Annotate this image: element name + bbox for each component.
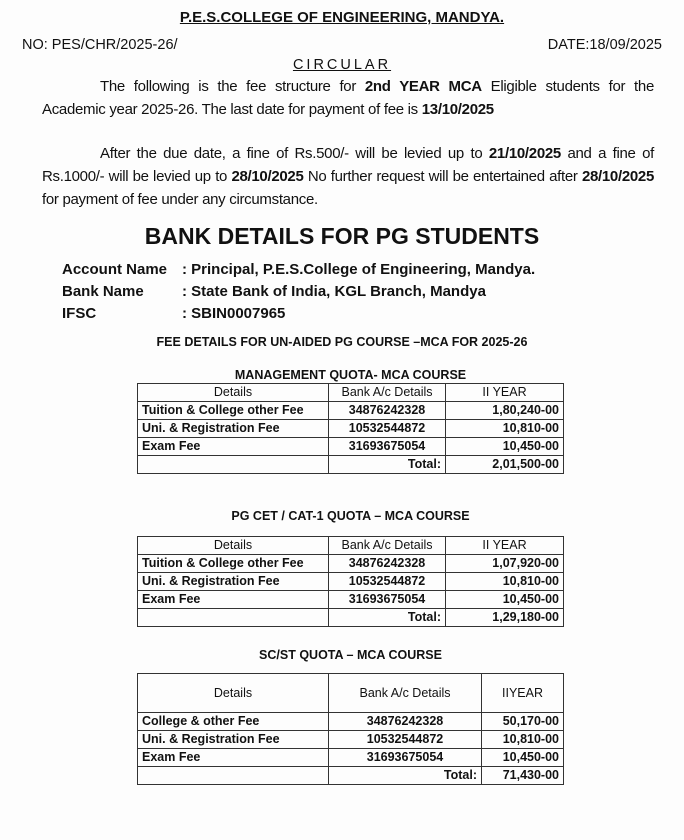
table-header-row bbox=[138, 674, 564, 713]
fee-detail: Tuition & College other Fee bbox=[138, 555, 329, 573]
header-bank-ac: Bank A/c Details bbox=[329, 384, 446, 402]
bank-account: 31693675054 bbox=[329, 591, 446, 609]
fee-detail: Exam Fee bbox=[138, 591, 329, 609]
fee-amount: 10,810-00 bbox=[482, 731, 564, 749]
pgcet-quota-table bbox=[137, 536, 564, 627]
bank-account: 31693675054 bbox=[329, 438, 446, 456]
table-row bbox=[138, 402, 564, 420]
fee-detail: Exam Fee bbox=[138, 438, 329, 456]
fee-detail: Tuition & College other Fee bbox=[138, 402, 329, 420]
scst-quota-table bbox=[137, 673, 564, 785]
table-row bbox=[138, 749, 564, 767]
header-bank-ac: Bank A/c Details bbox=[329, 537, 446, 555]
table-row bbox=[138, 591, 564, 609]
fee-amount: 1,80,240-00 bbox=[446, 402, 564, 420]
bank-name-row: Bank Name : State Bank of India, KGL Branch, Mandya bbox=[62, 283, 486, 300]
bank-account: 31693675054 bbox=[329, 749, 482, 767]
fee-amount: 10,810-00 bbox=[446, 573, 564, 591]
header-details: Details bbox=[138, 384, 329, 402]
fine-paragraph: After the due date, a fine of Rs.500/- will be levied up to 21/10/2025 and a fine of Rs.1000/- will be levied up to 28/10/2025 No further request will be entertained after 28/10/2025 for payment of fee under any circumstance. bbox=[42, 145, 655, 208]
fee-detail: Exam Fee bbox=[138, 749, 329, 767]
circular-date: DATE:18/09/2025 bbox=[547, 37, 662, 53]
fee-amount: 10,450-00 bbox=[446, 438, 564, 456]
table-row bbox=[138, 573, 564, 591]
fee-detail: Uni. & Registration Fee bbox=[138, 573, 329, 591]
header-year: IIYEAR bbox=[482, 674, 564, 713]
bank-account: 10532544872 bbox=[329, 420, 446, 438]
header-year: II YEAR bbox=[446, 384, 564, 402]
scst-quota-caption: SC/ST QUOTA – MCA COURSE bbox=[259, 648, 442, 662]
total-amount: 1,29,180-00 bbox=[446, 609, 564, 627]
table-row bbox=[138, 713, 564, 731]
bank-account: 10532544872 bbox=[329, 731, 482, 749]
total-amount: 2,01,500-00 bbox=[446, 456, 564, 474]
bank-details-heading: BANK DETAILS FOR PG STUDENTS bbox=[144, 223, 540, 249]
header-details: Details bbox=[138, 674, 329, 713]
account-name-row: Account Name : Principal, P.E.S.College of Engineering, Mandya. bbox=[62, 261, 536, 278]
empty-cell bbox=[138, 767, 329, 785]
fee-details-heading: FEE DETAILS FOR UN-AIDED PG COURSE –MCA FOR 2025-26 bbox=[156, 335, 528, 349]
fee-amount: 10,450-00 bbox=[446, 591, 564, 609]
bank-account: 34876242328 bbox=[329, 555, 446, 573]
fee-detail: College & other Fee bbox=[138, 713, 329, 731]
header-details: Details bbox=[138, 537, 329, 555]
bank-account: 34876242328 bbox=[329, 402, 446, 420]
fee-amount: 10,810-00 bbox=[446, 420, 564, 438]
table-row bbox=[138, 420, 564, 438]
table-row bbox=[138, 555, 564, 573]
total-label: Total: bbox=[329, 767, 482, 785]
total-label: Total: bbox=[329, 456, 446, 474]
circular-heading: CIRCULAR bbox=[292, 57, 392, 73]
table-row bbox=[138, 731, 564, 749]
circular-number: NO: PES/CHR/2025-26/ bbox=[22, 37, 178, 53]
fee-detail: Uni. & Registration Fee bbox=[138, 420, 329, 438]
total-label: Total: bbox=[329, 609, 446, 627]
empty-cell bbox=[138, 609, 329, 627]
total-row bbox=[138, 767, 564, 785]
pgcet-quota-caption: PG CET / CAT-1 QUOTA – MCA COURSE bbox=[231, 509, 470, 523]
fee-amount: 10,450-00 bbox=[482, 749, 564, 767]
total-row bbox=[138, 609, 564, 627]
header-bank-ac: Bank A/c Details bbox=[329, 674, 482, 713]
fee-amount: 1,07,920-00 bbox=[446, 555, 564, 573]
table-row bbox=[138, 438, 564, 456]
bank-account: 10532544872 bbox=[329, 573, 446, 591]
college-title: P.E.S.COLLEGE OF ENGINEERING, MANDYA. bbox=[179, 9, 505, 26]
fee-amount: 50,170-00 bbox=[482, 713, 564, 731]
management-quota-table bbox=[137, 383, 564, 474]
ifsc-row: IFSC : SBIN0007965 bbox=[62, 305, 286, 322]
number-date-row bbox=[0, 36, 684, 54]
total-row bbox=[138, 456, 564, 474]
management-quota-caption: MANAGEMENT QUOTA- MCA COURSE bbox=[234, 368, 467, 382]
total-amount: 71,430-00 bbox=[482, 767, 564, 785]
header-year: II YEAR bbox=[446, 537, 564, 555]
table-header-row bbox=[138, 384, 564, 402]
empty-cell bbox=[138, 456, 329, 474]
bank-account: 34876242328 bbox=[329, 713, 482, 731]
fee-structure-paragraph: The following is the fee structure for 2nd YEAR MCA Eligible students for the Academic year 2025-26. The last date for payment of fee is 13/10/2025 bbox=[42, 78, 654, 118]
table-header-row bbox=[138, 537, 564, 555]
fee-detail: Uni. & Registration Fee bbox=[138, 731, 329, 749]
